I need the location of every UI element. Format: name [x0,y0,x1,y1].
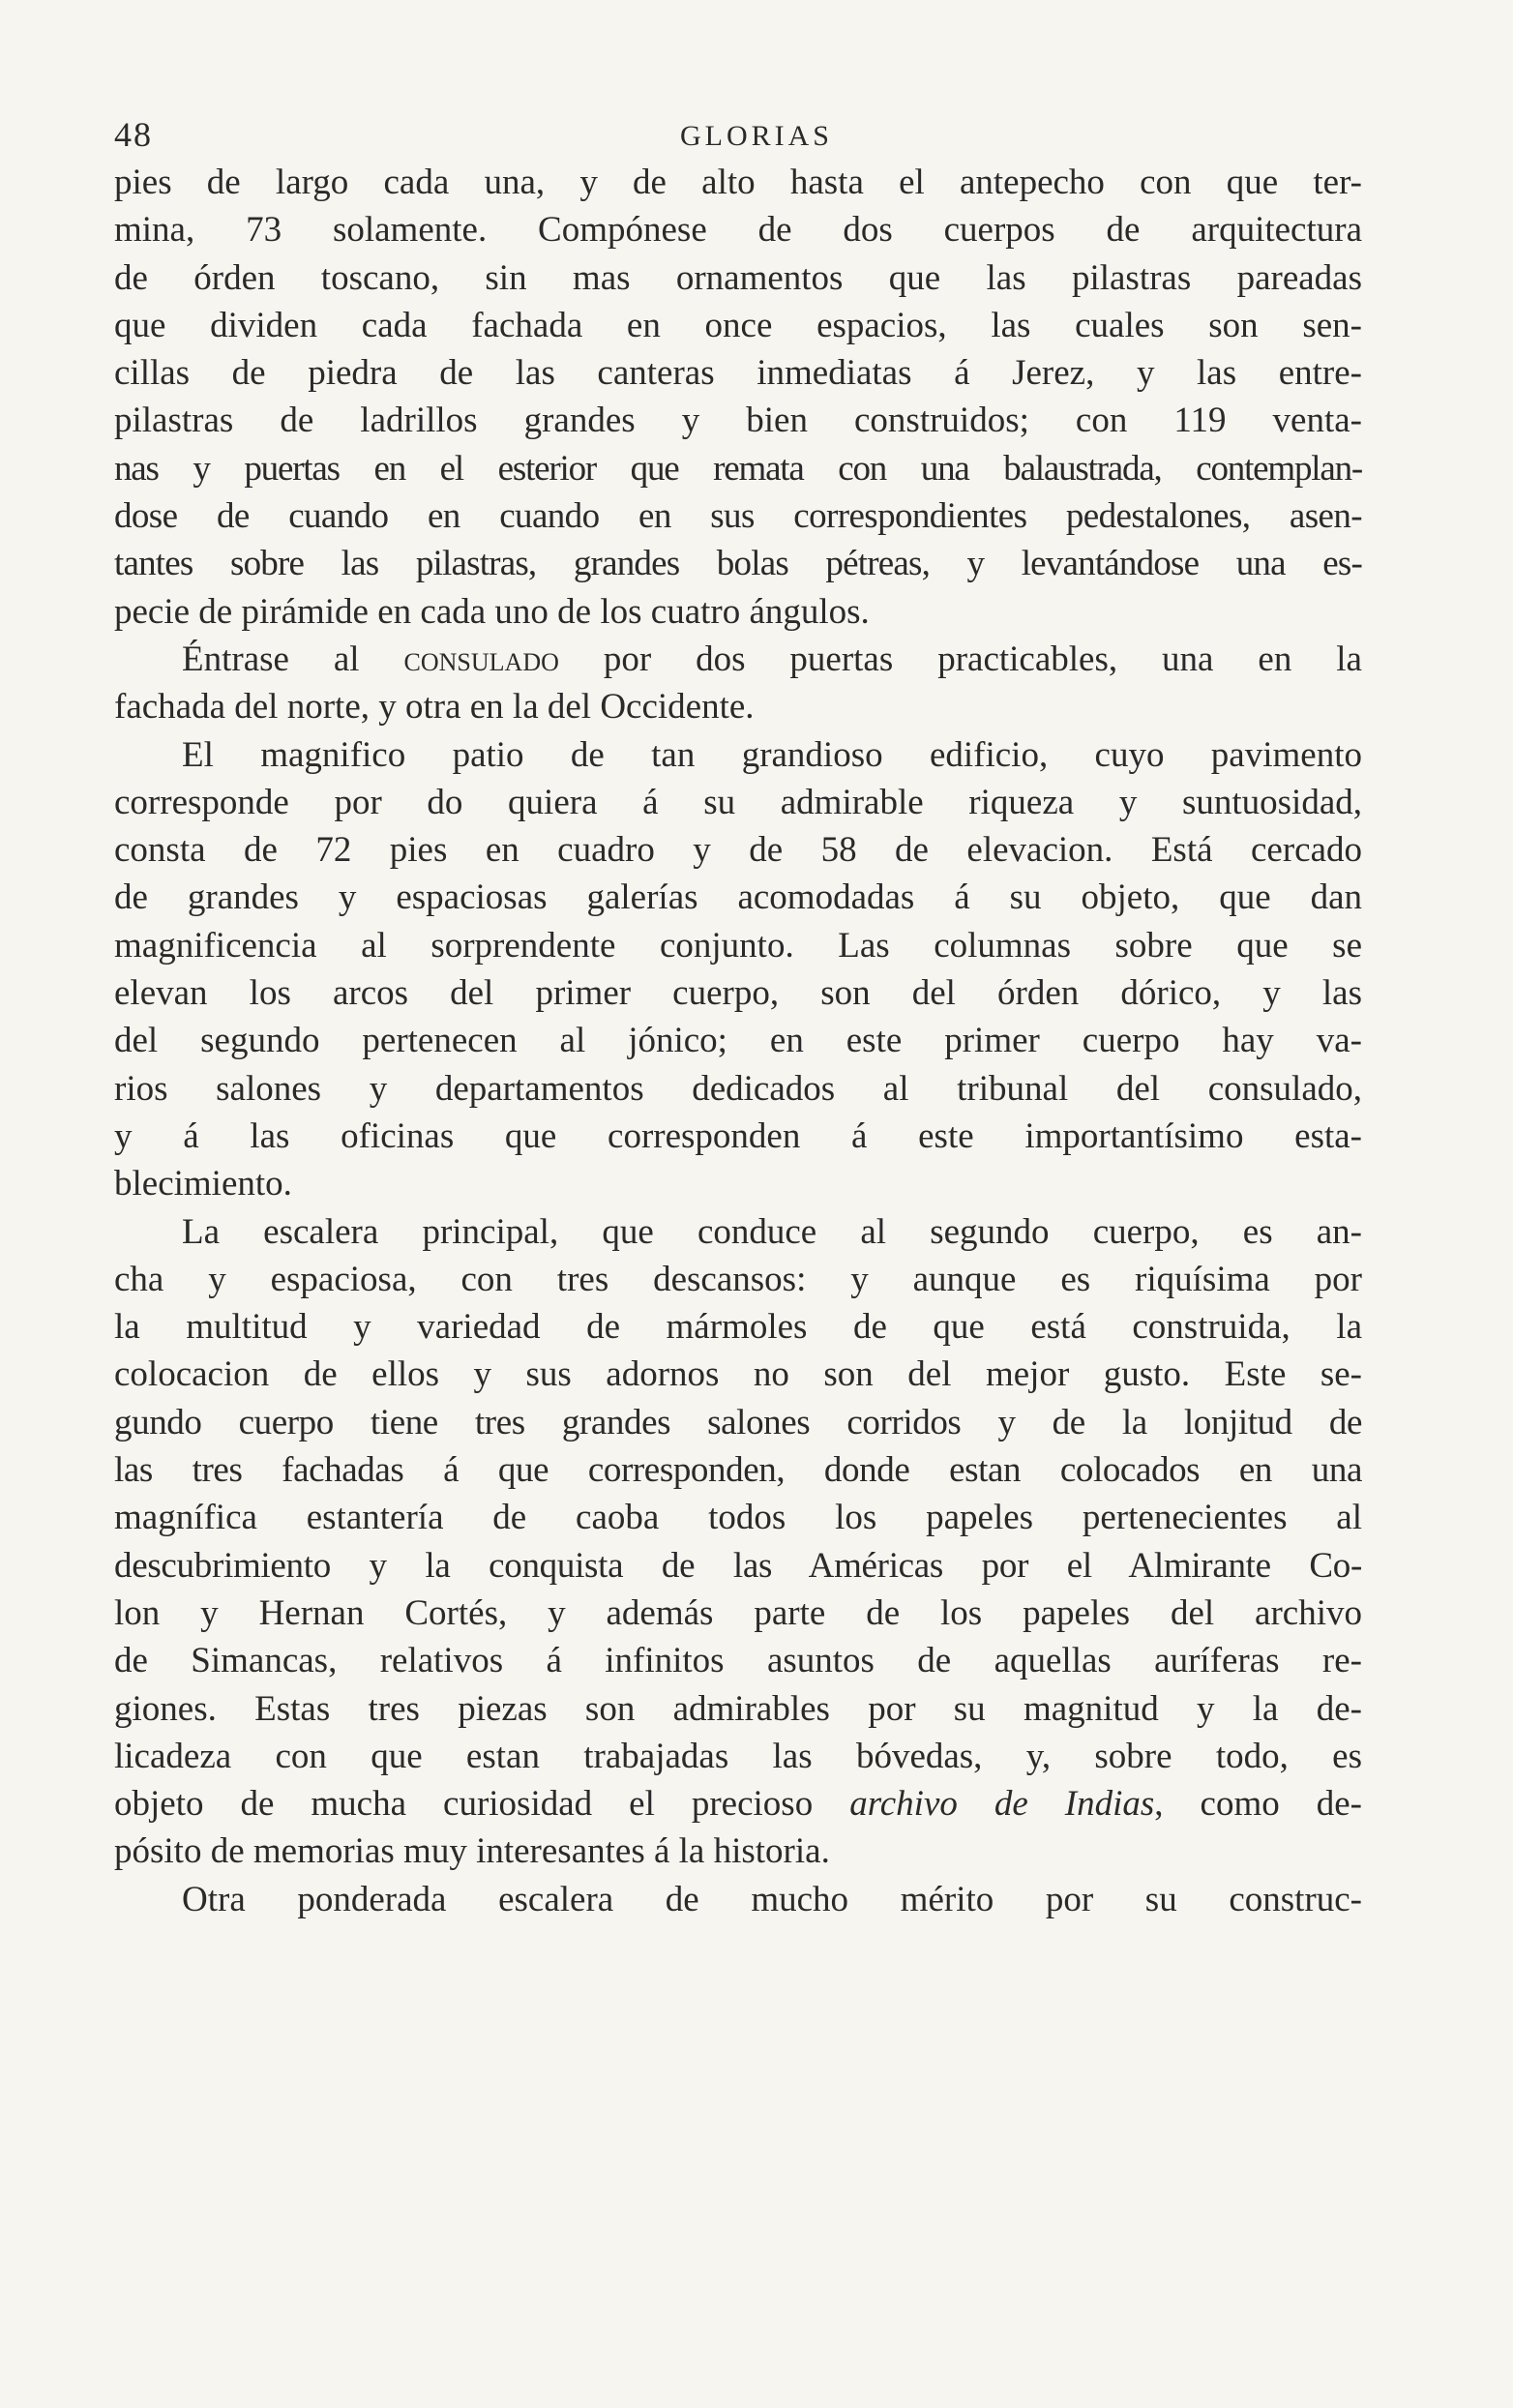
text-line: fachada del norte, y otra en la del Occidente. [114,687,755,728]
text-line: magnificencia al sorprendente conjunto. Las columnas sobre que se [114,925,1362,966]
text-line: la multitud y variedad de mármoles de que está construida, la [114,1307,1362,1348]
text-line: de grandes y espaciosas galerías acomodadas á su objeto, que dan [114,877,1362,918]
text-line: pósito de memorias muy interesantes á la historia. [114,1831,830,1872]
text-line: tantes sobre las pilastras, grandes bolas pétreas, y levantándose una es- [114,544,1362,584]
text-line [114,636,1362,683]
italic-title: archivo de Indias [849,1784,1155,1825]
text-line: de Simancas, relativos á infinitos asuntos de aquellas auríferas re- [114,1641,1362,1681]
text-line: del segundo pertenecen al jónico; en este primer cuerpo hay va- [114,1021,1362,1061]
small-caps-word: consulado [403,639,559,679]
text-line: rios salones y departamentos dedicados al tribunal del consulado, [114,1068,1362,1109]
text-fragment: Éntrase al [182,639,404,679]
text-fragment: por dos puertas practicables, una en la [558,639,1362,679]
text-line: La escalera principal, que conduce al segundo cuerpo, es an- [182,1211,1362,1252]
text-line: descubrimiento y la conquista de las Américas por el Almirante Co- [114,1545,1362,1586]
text-fragment: objeto de mucha curiosidad el precioso [114,1784,850,1825]
text-line: giones. Estas tres piezas son admirables por su magnitud y la de- [114,1688,1362,1729]
text-line: dose de cuando en cuando en sus correspondientes pedestalones, asen- [114,496,1362,537]
text-line: gundo cuerpo tiene tres grandes salones corridos y de la lonjitud de [114,1402,1362,1442]
text-line: nas y puertas en el esterior que remata con una balaustrada, contemplan- [114,448,1362,489]
text-line: magnífica estantería de caoba todos los papeles pertenecientes al [114,1498,1362,1538]
page-number: 48 [114,115,153,154]
text-line: pies de largo cada una, y de alto hasta el antepecho con que ter- [114,163,1362,202]
text-line: mina, 73 solamente. Compónese de dos cuerpos de arquitectura [114,210,1362,251]
text-line: que dividen cada fachada en once espacios, las cuales son sen- [114,305,1362,345]
text-line: pilastras de ladrillos grandes y bien construidos; con 119 venta- [114,401,1362,441]
text-fragment: , como de- [1154,1784,1362,1825]
text-line: colocacion de ellos y sus adornos no son del mejor gusto. Este se- [114,1354,1362,1395]
text-line: El magnifico patio de tan grandioso edificio, cuyo pavimento [182,734,1362,775]
text-line: Otra ponderada escalera de mucho mérito por su construc- [182,1879,1362,1919]
text-line: de órden toscano, sin mas ornamentos que las pilastras pareadas [114,257,1362,298]
text-line: pecie de pirámide en cada uno de los cuatro ángulos. [114,591,870,632]
text-line: y á las oficinas que corresponden á este importantísimo esta- [114,1115,1362,1156]
text-line: consta de 72 pies en cuadro y de 58 de elevacion. Está cercado [114,830,1362,871]
text-line: cillas de piedra de las canteras inmediatas á Jerez, y las entre- [114,353,1362,394]
text-line: las tres fachadas á que corresponden, donde estan colocados en una [114,1450,1362,1491]
text-line: cha y espaciosa, con tres descansos: y aunque es riquísima por [114,1259,1362,1299]
running-title: GLORIAS [679,120,833,152]
text-line: lon y Hernan Cortés, y además parte de los papeles del archivo [114,1592,1362,1633]
text-line: licadeza con que estan trabajadas las bóvedas, y, sobre todo, es [114,1736,1362,1776]
text-line: elevan los arcos del primer cuerpo, son del órden dórico, y las [114,973,1362,1014]
text-line [114,1780,1362,1828]
body-text [114,159,1362,1923]
text-line: blecimiento. [114,1164,292,1204]
text-line: corresponde por do quiera á su admirable riqueza y suntuosidad, [114,782,1362,822]
